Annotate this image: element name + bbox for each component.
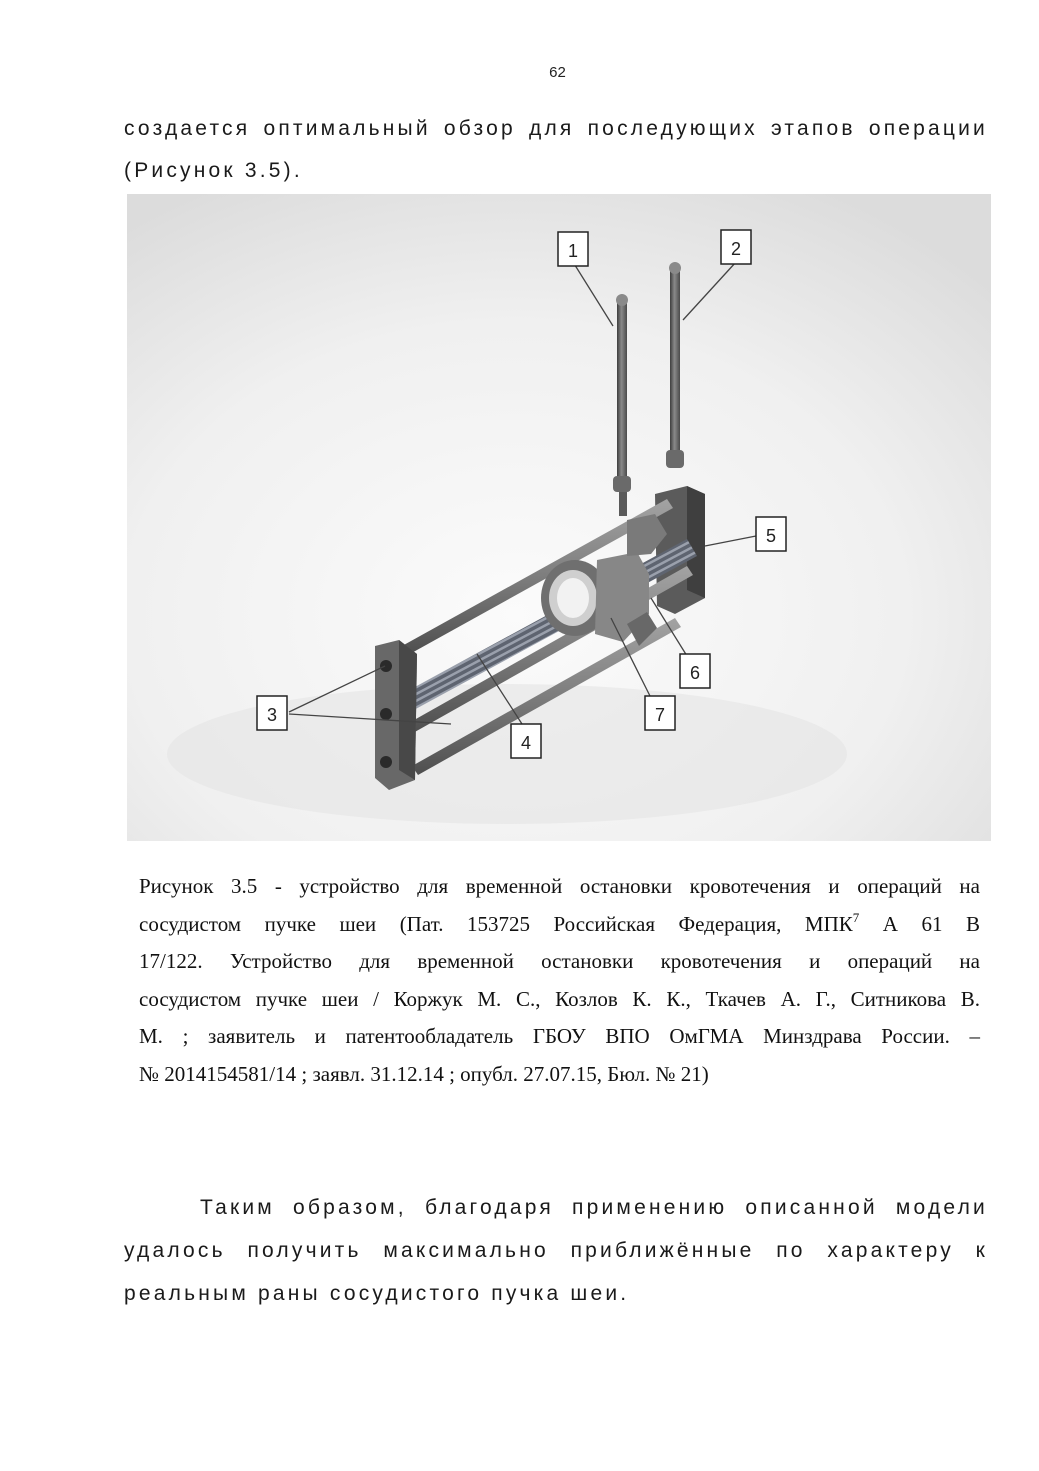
conclusion-line-3: реальным раны сосудистого пучка шеи. <box>124 1282 630 1305</box>
conclusion-paragraph <box>124 1186 988 1315</box>
callout-5 <box>756 517 786 551</box>
intro-line-1: создается оптимальный обзор для последующих этапов операции <box>124 117 988 140</box>
intro-paragraph <box>124 108 988 192</box>
caption-superscript: 7 <box>852 909 860 925</box>
conclusion-line-1: Таким образом, благодаря применению описанной модели <box>200 1196 988 1219</box>
caption-line-2-end: А 61 В <box>859 911 980 936</box>
svg-text:7: 7 <box>654 705 666 725</box>
conclusion-line-2: удалось получить максимально приближённые по характеру к <box>124 1239 988 1262</box>
svg-text:2: 2 <box>730 239 742 259</box>
caption-line-4: сосудистом пучке шеи / Коржук М. С., Козлов К. К., Ткачев А. Г., Ситникова В. <box>139 986 980 1011</box>
callout-3 <box>257 696 287 730</box>
svg-text:4: 4 <box>520 733 532 753</box>
caption-line-3: 17/122. Устройство для временной остановки кровотечения и операций на <box>139 949 980 973</box>
svg-text:3: 3 <box>266 705 278 725</box>
caption-line-5: М. ; заявитель и патентообладатель ГБОУ ВПО ОмГМА Минздрава России. – <box>139 1024 980 1048</box>
svg-text:6: 6 <box>689 663 701 683</box>
device-illustration <box>127 194 991 841</box>
callout-1 <box>558 232 588 266</box>
caption-line-1: Рисунок 3.5 - устройство для временной остановки кровотечения и операций на <box>139 874 980 898</box>
caption-line-2 <box>139 906 980 944</box>
page-number: 62 <box>549 64 566 81</box>
svg-text:5: 5 <box>765 526 777 546</box>
callout-2 <box>721 230 751 264</box>
intro-line-2: (Рисунок 3.5). <box>124 159 303 182</box>
caption-line-2-text: сосудистом пучке шеи (Пат. 153725 Российская Федерация, МПК <box>139 911 853 936</box>
callout-4 <box>511 724 541 758</box>
svg-text:1: 1 <box>567 241 579 261</box>
device-figure <box>127 194 991 841</box>
figure-caption <box>139 868 980 1093</box>
caption-line-6: № 2014154581/14 ; заявл. 31.12.14 ; опубл. 27.07.15, Бюл. № 21) <box>139 1061 709 1086</box>
callout-7 <box>645 696 675 730</box>
callout-6 <box>680 654 710 688</box>
